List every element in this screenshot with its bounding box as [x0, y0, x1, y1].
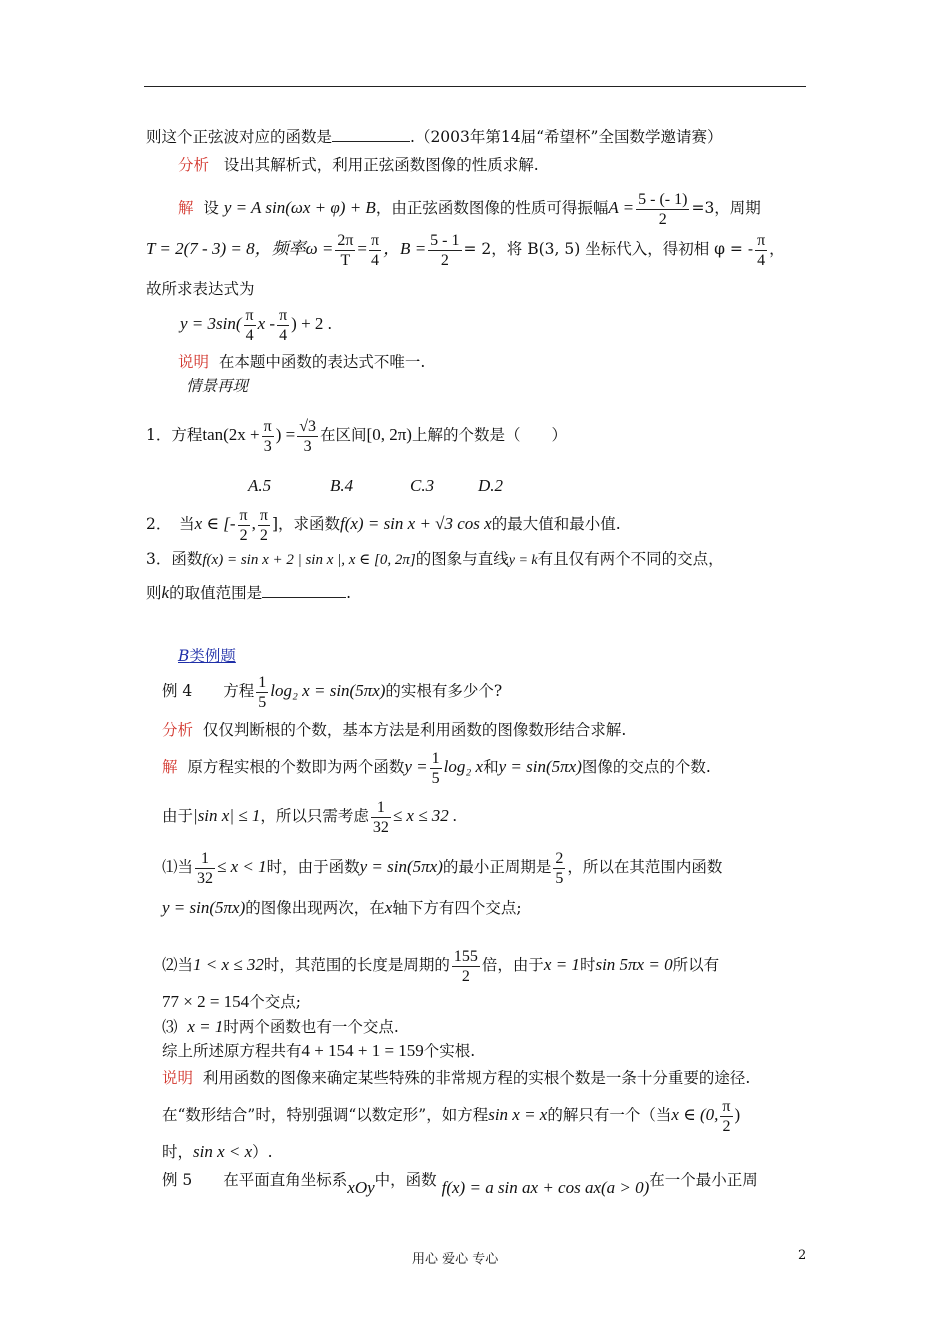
formula: ,: [251, 514, 256, 533]
header-rule: [144, 86, 806, 87]
text: 在一个最小正周: [649, 1171, 758, 1189]
case-1-cont: [162, 898, 522, 918]
text: 个交点;: [249, 993, 301, 1011]
text-line: [162, 795, 457, 837]
fraction: $\frac{\pi}{2}$: [259, 506, 268, 544]
page-number: 2: [798, 1248, 807, 1263]
text: 所以有: [672, 956, 720, 974]
fraction: $\frac{1}{5}$: [258, 673, 267, 711]
text: 和: [483, 758, 499, 776]
formula: tan(2x +: [202, 425, 260, 444]
text: 有且仅有两个不同的交点，: [537, 550, 724, 568]
formula: ≤ x ≤ 32 .: [392, 806, 458, 825]
formula: xOy: [347, 1178, 375, 1197]
formula: x ∈ (0,: [671, 1105, 719, 1124]
text: =3，周期: [691, 199, 761, 217]
example-5: [162, 1170, 758, 1197]
text: 在“数形结合”时，特别强调“以数定形”，如方程: [162, 1106, 489, 1124]
fraction: $\frac{\pi}{4}$: [370, 231, 380, 269]
example-4: [162, 670, 502, 712]
case-2: [162, 944, 719, 986]
text: .: [346, 584, 352, 602]
case-3: [162, 1017, 399, 1037]
fraction: $\frac{5 - 1}{2}$: [430, 231, 460, 269]
note-line: [178, 352, 425, 372]
text: 轴下方有四个交点;: [392, 899, 522, 917]
section-heading: [186, 376, 248, 396]
section-b-link[interactable]: [178, 646, 236, 666]
text: 的图像出现两次，在: [245, 899, 385, 917]
text: 时，其范围的长度是周期的: [263, 956, 450, 974]
formula: sin x = x: [488, 1105, 548, 1124]
text: ）.: [252, 1143, 273, 1161]
fraction: $\frac{2}{5}$: [555, 849, 564, 887]
text: 的图象与直线: [415, 550, 509, 568]
text: ，所以只需考虑: [260, 807, 369, 825]
text: 原方程实根的个数即为两个函数: [187, 758, 405, 776]
analysis-line: [162, 720, 626, 740]
text: 的最大值和最小值.: [491, 515, 621, 533]
formula-line: [180, 303, 332, 345]
fraction: $\frac{\pi}{4}$: [245, 306, 254, 344]
question-3: [146, 549, 724, 571]
formula: y = sin(5πx): [162, 898, 246, 917]
text-line: [146, 127, 722, 147]
text: 则这个正弦波对应的函数是: [146, 128, 333, 146]
case-1: [162, 846, 722, 888]
text: 在本题中函数的表达式不唯一.: [218, 353, 426, 371]
formula: A =: [608, 198, 635, 217]
text: 时: [579, 956, 596, 974]
text: 的取值范围是: [169, 584, 263, 602]
text: 图像的交点的个数.: [581, 758, 711, 776]
solution-line: [162, 746, 711, 788]
text: 时，: [162, 1143, 194, 1161]
answer-blank: [262, 583, 346, 598]
text: 3．函数: [146, 550, 203, 568]
text: 例 5 在平面直角坐标系: [162, 1171, 348, 1189]
formula: [0, 2π): [366, 425, 412, 444]
text: ，所以在其范围内函数: [567, 858, 723, 876]
text: 设: [203, 199, 219, 217]
text: 1．方程: [146, 426, 203, 444]
case-2-cont: [162, 992, 301, 1012]
text: 的解只有一个（当: [547, 1106, 672, 1124]
fraction: $\frac{2\pi}{T}$: [337, 231, 354, 269]
text: 例 4 方程: [162, 682, 255, 700]
formula: |sin x| ≤ 1: [193, 806, 261, 825]
formula: T = 2(7 - 3) = 8，频率: [146, 239, 306, 258]
formula: y = sin(5πx): [359, 857, 443, 876]
text: = 2，将 B(3, 5) 坐标代入，得初相 φ = -: [463, 240, 754, 258]
fraction: $\frac{\pi}{4}$: [757, 231, 766, 269]
text: .（2003年第14届“希望杯”全国数学邀请赛）: [410, 128, 723, 146]
formula: ω =: [305, 239, 334, 258]
text: 时两个函数也有一个交点.: [223, 1018, 399, 1036]
fraction: $\frac{1}{5}$: [431, 749, 440, 787]
text: ⑵当: [162, 956, 194, 974]
section-title: 情景再现: [186, 377, 249, 395]
formula: log₂ x = sin(5πx): [270, 681, 386, 700]
text: 在区间: [320, 426, 367, 444]
option-a: A.5: [248, 476, 272, 495]
text: 时，由于函数: [266, 858, 360, 876]
fraction: $\frac{\pi}{3}$: [263, 417, 272, 455]
formula: sin 5πx = 0: [595, 955, 673, 974]
solution-label: 解: [162, 758, 178, 776]
formula: ) + 2 .: [291, 314, 332, 333]
note-label: 说明: [178, 353, 210, 371]
option-b: B.4: [330, 476, 354, 495]
section-b-title: 类例题: [189, 647, 236, 665]
note-cont: [162, 1094, 740, 1136]
formula: x: [384, 898, 393, 917]
formula: x = 1: [187, 1017, 224, 1036]
text: ⑶: [162, 1018, 178, 1036]
note-label: 说明: [162, 1069, 194, 1087]
formula: y = A sin(ωx + φ) + B: [223, 198, 376, 217]
fraction: $\frac{\pi}{2}$: [722, 1097, 731, 1135]
analysis-label: 分析: [178, 156, 210, 174]
text: 的最小正周期是: [442, 858, 552, 876]
solution-line: [178, 188, 761, 229]
text: ⑴当: [162, 858, 194, 876]
text: 则: [146, 584, 162, 602]
text: ]，求函数: [271, 515, 340, 533]
text: 上解的个数是（ ）: [411, 426, 567, 444]
fraction: $\frac{√3}{3}$: [299, 417, 317, 455]
fraction: $\frac{\pi}{4}$: [279, 306, 288, 344]
formula: x -: [257, 314, 276, 333]
option-d: D.2: [478, 476, 504, 495]
text: 利用函数的图像来确定某些特殊的非常规方程的实根个数是一条十分重要的途径.: [202, 1069, 751, 1087]
formula: =: [357, 239, 367, 258]
question-2: [146, 503, 621, 545]
formula: 4 + 154 + 1 = 159: [301, 1041, 424, 1060]
analysis-line: [178, 155, 539, 175]
solution-label: 解: [178, 199, 194, 217]
fraction: $\frac{1}{32}$: [197, 849, 214, 887]
solution-line: [146, 228, 785, 270]
text-line: [146, 279, 255, 299]
text: 中，函数: [374, 1171, 437, 1189]
formula: y =: [404, 757, 428, 776]
question-1: [146, 412, 567, 458]
formula: f(x) = a sin ax + cos ax(a > 0): [441, 1178, 650, 1197]
question-3-cont: [146, 583, 351, 603]
formula: ≤ x < 1: [217, 857, 267, 876]
text: 仅仅判断根的个数，基本方法是利用函数的图像数形结合求解.: [202, 721, 627, 739]
formula: f(x) = sin x + 2 | sin x |, x ∈ [0, 2π]: [202, 552, 416, 568]
formula: k: [161, 583, 170, 602]
text: 的实根有多少个?: [385, 682, 503, 700]
formula: y = k: [508, 553, 538, 568]
text: 个实根.: [423, 1042, 476, 1060]
formula: ): [734, 1105, 741, 1124]
text: 2． 当: [146, 515, 195, 533]
text: 综上所述原方程共有: [162, 1042, 302, 1060]
text: 设出其解析式，利用正弦函数图像的性质求解.: [223, 156, 539, 174]
formula: y = sin(5πx): [498, 757, 582, 776]
text: ，由正弦函数图像的性质可得振幅: [375, 199, 609, 217]
text: 倍，由于: [481, 956, 544, 974]
note-cont: [162, 1142, 273, 1162]
formula: x ∈ [-: [194, 514, 236, 533]
text: ，: [769, 240, 785, 258]
text: 由于: [162, 807, 194, 825]
analysis-label: 分析: [162, 721, 194, 739]
text: 故所求表达式为: [146, 280, 255, 298]
fraction: $\frac{\pi}{2}$: [239, 506, 248, 544]
formula: 1 < x ≤ 32: [193, 955, 264, 974]
option-c: C.3: [410, 476, 435, 495]
formula: 77 × 2 = 154: [162, 992, 250, 1011]
formula: f(x) = sin x + √3 cos x: [340, 514, 492, 533]
formula: sin x < x: [193, 1142, 253, 1161]
footer-slogan: 用心 爱心 专心: [412, 1252, 499, 1267]
formula: x = 1: [543, 955, 580, 974]
section-b-letter: B: [178, 647, 190, 665]
fraction: $\frac{155}{2}$: [453, 947, 478, 985]
fraction: $\frac{5 - (- 1)}{2}$: [638, 190, 688, 228]
note-line: [162, 1068, 750, 1088]
answer-blank: [332, 127, 410, 142]
fraction: $\frac{1}{32}$: [372, 798, 389, 836]
formula: ，B =: [383, 239, 427, 258]
formula: ) =: [275, 425, 296, 444]
formula: y = 3sin(: [180, 314, 242, 333]
formula: log₂ x: [443, 757, 484, 776]
summary-line: [162, 1041, 475, 1061]
